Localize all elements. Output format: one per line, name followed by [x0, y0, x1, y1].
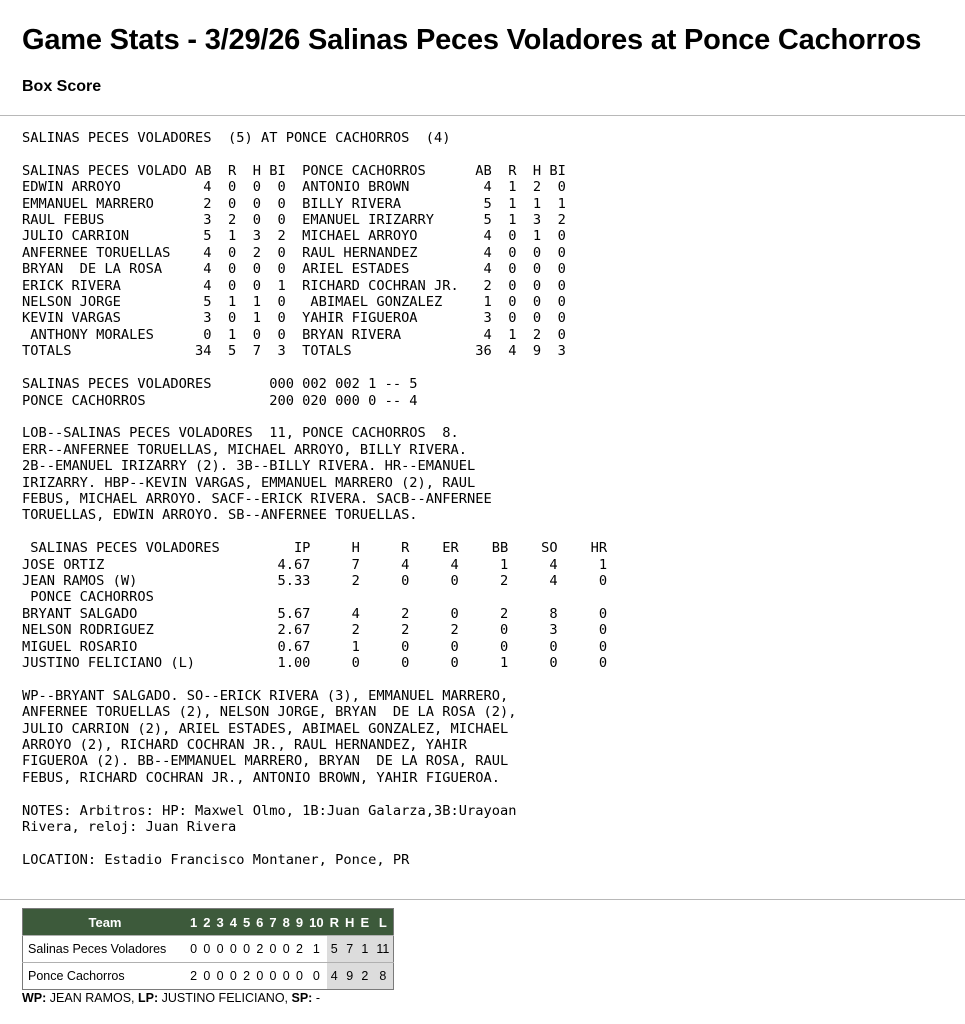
box-score-line: 2B--EMANUEL IRIZARRY (2). 3B--BILLY RIVERA. HR--EMANUEL: [22, 458, 476, 475]
box-score-line: JOSE ORTIZ 4.67 7 4 4 1 4 1: [22, 556, 608, 573]
lp-label: LP:: [138, 991, 159, 1005]
box-score-line: JULIO CARRION 5 1 3 2 MICHAEL ARROYO 4 0 1 0: [22, 228, 566, 245]
bottom-divider: [0, 899, 965, 900]
box-score-line: ANFERNEE TORUELLAS 4 0 2 0 RAUL HERNANDEZ 4 0 0 0: [22, 244, 566, 261]
linescore-header-runs: R: [327, 909, 342, 936]
linescore-inning-cell: 2: [253, 936, 266, 963]
linescore-inning-cell: 0: [187, 936, 200, 963]
linescore-header-inning: 6: [253, 909, 266, 936]
box-score-line: EDWIN ARROYO 4 0 0 0 ANTONIO BROWN 4 1 2 0: [22, 179, 566, 196]
linescore-inning-cell: 0: [200, 936, 213, 963]
lp-value: JUSTINO FELICIANO,: [158, 991, 292, 1005]
linescore-runs-cell: 4: [327, 963, 342, 990]
linescore-inning-cell: 1: [306, 936, 326, 963]
box-score-line: SALINAS PECES VOLADORES (5) AT PONCE CACHORROS (4): [22, 130, 451, 146]
linescore-inning-cell: 0: [213, 963, 226, 990]
box-score-text: [22, 130, 607, 868]
box-score-line: KEVIN VARGAS 3 0 1 0 YAHIR FIGUEROA 3 0 0 0: [22, 310, 566, 327]
linescore-header-inning: 7: [266, 909, 279, 936]
linescore-header-inning: 1: [187, 909, 200, 936]
box-score-line: ANTHONY MORALES 0 1 0 0 BRYAN RIVERA 4 1 2 0: [22, 326, 566, 343]
box-score-lines: [22, 130, 607, 868]
box-score-line: ERR--ANFERNEE TORUELLAS, MICHAEL ARROYO, BILLY RIVERA.: [22, 441, 467, 458]
linescore-inning-cell: 0: [306, 963, 326, 990]
wp-value: JEAN RAMOS,: [46, 991, 138, 1005]
sp-label: SP:: [291, 991, 313, 1005]
box-score-line: ERICK RIVERA 4 0 0 1 RICHARD COCHRAN JR. 2 0 0 0: [22, 277, 566, 294]
box-score-line: NELSON JORGE 5 1 1 0 ABIMAEL GONZALEZ 1 0 0 0: [22, 294, 566, 311]
linescore-header-inning: 8: [280, 909, 293, 936]
box-score-line: EMMANUEL MARRERO 2 0 0 0 BILLY RIVERA 5 1 1 1: [22, 195, 566, 212]
box-score-line: RAUL FEBUS 3 2 0 0 EMANUEL IRIZARRY 5 1 3 2: [22, 212, 566, 229]
linescore-header-team: Team: [23, 909, 188, 936]
box-score-line: WP--BRYANT SALGADO. SO--ERICK RIVERA (3), EMMANUEL MARRERO,: [22, 687, 509, 704]
linescore-inning-cell: 2: [293, 936, 306, 963]
linescore-inning-cell: 0: [253, 963, 266, 990]
box-score-line: LOB--SALINAS PECES VOLADORES 11, PONCE CACHORROS 8.: [22, 425, 459, 442]
box-score-line: FIGUEROA (2). BB--EMMANUEL MARRERO, BRYAN DE LA ROSA, RAUL: [22, 753, 509, 770]
linescore-inning-cell: 0: [280, 936, 293, 963]
box-score-line: ARROYO (2), RICHARD COCHRAN JR., RAUL HERNANDEZ, YAHIR: [22, 737, 467, 754]
box-score-line: NELSON RODRIGUEZ 2.67 2 2 2 0 3 0: [22, 622, 608, 639]
page-title: Game Stats - 3/29/26 Salinas Peces Voladores at Ponce Cachorros: [22, 24, 922, 56]
box-score-line: BRYANT SALGADO 5.67 4 2 0 2 8 0: [22, 605, 608, 622]
linescore-inning-cell: 0: [293, 963, 306, 990]
box-score-line: Rivera, reloj: Juan Rivera: [22, 819, 237, 836]
linescore-inning-cell: 0: [240, 936, 253, 963]
pitcher-decisions: [22, 990, 320, 1006]
box-score-line: IRIZARRY. HBP--KEVIN VARGAS, EMMANUEL MARRERO (2), RAUL: [22, 474, 476, 491]
linescore-lob-cell: 11: [372, 936, 393, 963]
linescore-header-inning: 5: [240, 909, 253, 936]
linescore-inning-cell: 0: [227, 963, 240, 990]
box-score-line: JULIO CARRION (2), ARIEL ESTADES, ABIMAEL GONZALEZ, MICHAEL: [22, 720, 509, 737]
box-score-line: NOTES: Arbitros: HP: Maxwel Olmo, 1B:Juan Galarza,3B:Urayoan: [22, 802, 517, 819]
linescore-header-inning: 9: [293, 909, 306, 936]
linescore-hits-cell: 7: [342, 936, 357, 963]
linescore-header-inning: 10: [306, 909, 326, 936]
linescore-inning-cell: 0: [280, 963, 293, 990]
box-score-line: JUSTINO FELICIANO (L) 1.00 0 0 0 1 0 0: [22, 655, 608, 671]
linescore-inning-cell: 0: [227, 936, 240, 963]
linescore-inning-cell: 2: [240, 963, 253, 990]
box-score-line: FEBUS, RICHARD COCHRAN JR., ANTONIO BROWN, YAHIR FIGUEROA.: [22, 769, 500, 786]
linescore-header-lob: L: [372, 909, 393, 936]
box-score-line: SALINAS PECES VOLADORES IP H R ER BB SO HR: [22, 540, 608, 557]
wp-label: WP:: [22, 991, 47, 1005]
linescore-header-inning: 3: [213, 909, 226, 936]
linescore-row-home: [23, 963, 394, 990]
box-score-line: BRYAN DE LA ROSA 4 0 0 0 ARIEL ESTADES 4 0 0 0: [22, 261, 566, 278]
top-divider: [0, 115, 965, 116]
box-score-line: PONCE CACHORROS 200 020 000 0 -- 4: [22, 392, 418, 409]
linescore-header-row: [23, 909, 394, 936]
linescore-header-inning: 2: [200, 909, 213, 936]
linescore-inning-cell: 0: [200, 963, 213, 990]
box-score-line: LOCATION: Estadio Francisco Montaner, Ponce, PR: [22, 851, 410, 868]
box-score-line: MIGUEL ROSARIO 0.67 1 0 0 0 0 0: [22, 638, 608, 655]
linescore-hits-cell: 9: [342, 963, 357, 990]
linescore-inning-cell: 0: [213, 936, 226, 963]
linescore-header-hits: H: [342, 909, 357, 936]
box-score-line: FEBUS, MICHAEL ARROYO. SACF--ERICK RIVERA. SACB--ANFERNEE: [22, 490, 492, 507]
linescore-inning-cell: 2: [187, 963, 200, 990]
linescore-header-errors: E: [357, 909, 372, 936]
box-score-line: SALINAS PECES VOLADORES 000 002 002 1 -- 5: [22, 376, 418, 393]
box-score-line: TORUELLAS, EDWIN ARROYO. SB--ANFERNEE TORUELLAS.: [22, 507, 418, 524]
linescore-lob-cell: 8: [372, 963, 393, 990]
linescore-table: [22, 908, 394, 990]
linescore-errors-cell: 2: [357, 963, 372, 990]
linescore-header-inning: 4: [227, 909, 240, 936]
box-score-line: PONCE CACHORROS: [22, 589, 154, 606]
box-score-line: SALINAS PECES VOLADO AB R H BI PONCE CACHORROS AB R H BI: [22, 162, 566, 179]
box-score-line: JEAN RAMOS (W) 5.33 2 0 0 2 4 0: [22, 572, 608, 589]
linescore-row-away: [23, 936, 394, 963]
linescore-inning-cell: 0: [266, 963, 279, 990]
box-score-line: TOTALS 34 5 7 3 TOTALS 36 4 9 3: [22, 343, 566, 360]
linescore-errors-cell: 1: [357, 936, 372, 963]
linescore-inning-cell: 0: [266, 936, 279, 963]
section-title: Box Score: [22, 78, 102, 95]
box-score-line: ANFERNEE TORUELLAS (2), NELSON JORGE, BRYAN DE LA ROSA (2),: [22, 704, 517, 721]
linescore-team-name: Ponce Cachorros: [23, 963, 188, 990]
sp-value: -: [312, 991, 320, 1005]
linescore-team-name: Salinas Peces Voladores: [23, 936, 188, 963]
linescore-runs-cell: 5: [327, 936, 342, 963]
